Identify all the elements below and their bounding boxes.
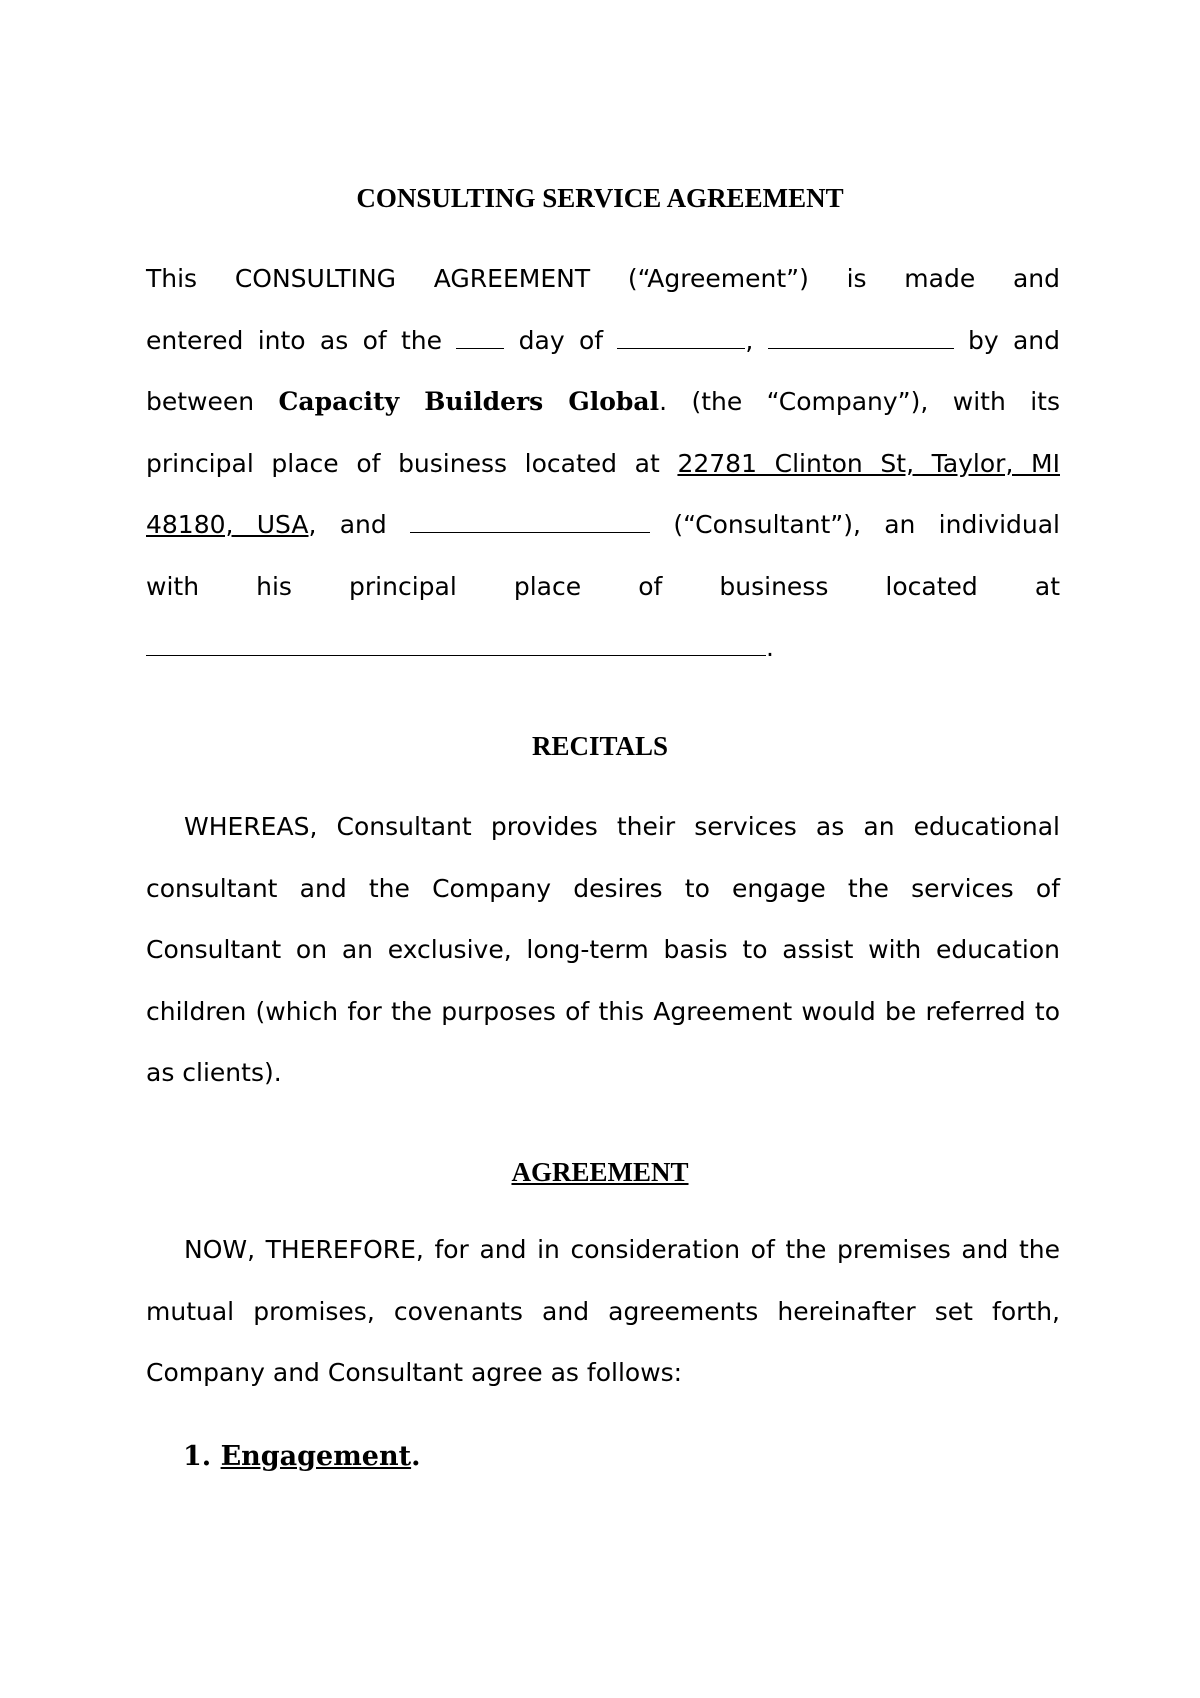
section-1-heading <box>183 1440 421 1474</box>
section-1-trail: . <box>411 1441 421 1472</box>
intro-line-1 <box>146 248 1060 310</box>
intro-and: , and <box>308 510 387 539</box>
intro-text-1: This CONSULTING AGREEMENT (“Agreement”) is made and <box>146 264 1060 293</box>
intro-line-5 <box>146 494 1060 556</box>
intro-line-2: entered into as of the day of , by and <box>146 325 1061 355</box>
year-blank[interactable] <box>768 326 954 349</box>
agreement-heading: AGREEMENT <box>511 1157 689 1187</box>
intro-line-7 <box>146 617 1060 679</box>
intro-line-6: with his principal place of business located at <box>146 571 1060 601</box>
company-name: Capacity Builders Global <box>278 387 660 416</box>
company-address-line2: 48180, USA <box>146 510 309 539</box>
intro-period: . <box>766 633 774 662</box>
day-blank[interactable] <box>456 326 504 349</box>
agreement-paragraph: NOW, THEREFORE, for and in consideration of the premises and the mutual promises, covenants and agreements hereinafter set forth, Company and Consultant agree as follows: <box>146 1235 1060 1387</box>
intro-line-4: principal place of business located at 22781 Clinton St, Taylor, MI <box>146 448 1060 478</box>
company-address-line1: 22781 Clinton St, Taylor, MI <box>677 448 1060 478</box>
intro-day-of: day of <box>518 325 604 355</box>
intro-paragraph <box>146 248 1060 679</box>
recitals-heading: RECITALS <box>531 731 669 761</box>
month-blank[interactable] <box>617 326 745 349</box>
recitals-paragraph: WHEREAS, Consultant provides their services as an educational consultant and the Company desires to engage the services of Consultant on an exclusive, long-term basis to assist with education children (which for the purposes of this Agreement would be referred to as clients). <box>146 812 1060 1087</box>
consultant-name-blank[interactable] <box>410 510 650 533</box>
intro-line-3: between Capacity Builders Global. (the “Company”), with its <box>146 387 1060 416</box>
section-1-number: 1. <box>183 1441 212 1472</box>
document-title: CONSULTING SERVICE AGREEMENT <box>356 183 844 213</box>
consultant-address-blank[interactable] <box>146 633 766 656</box>
intro-comma: , <box>745 325 754 355</box>
intro-consultant-label: (“Consultant”), an individual <box>673 510 1060 539</box>
section-1-title: Engagement <box>220 1441 412 1472</box>
